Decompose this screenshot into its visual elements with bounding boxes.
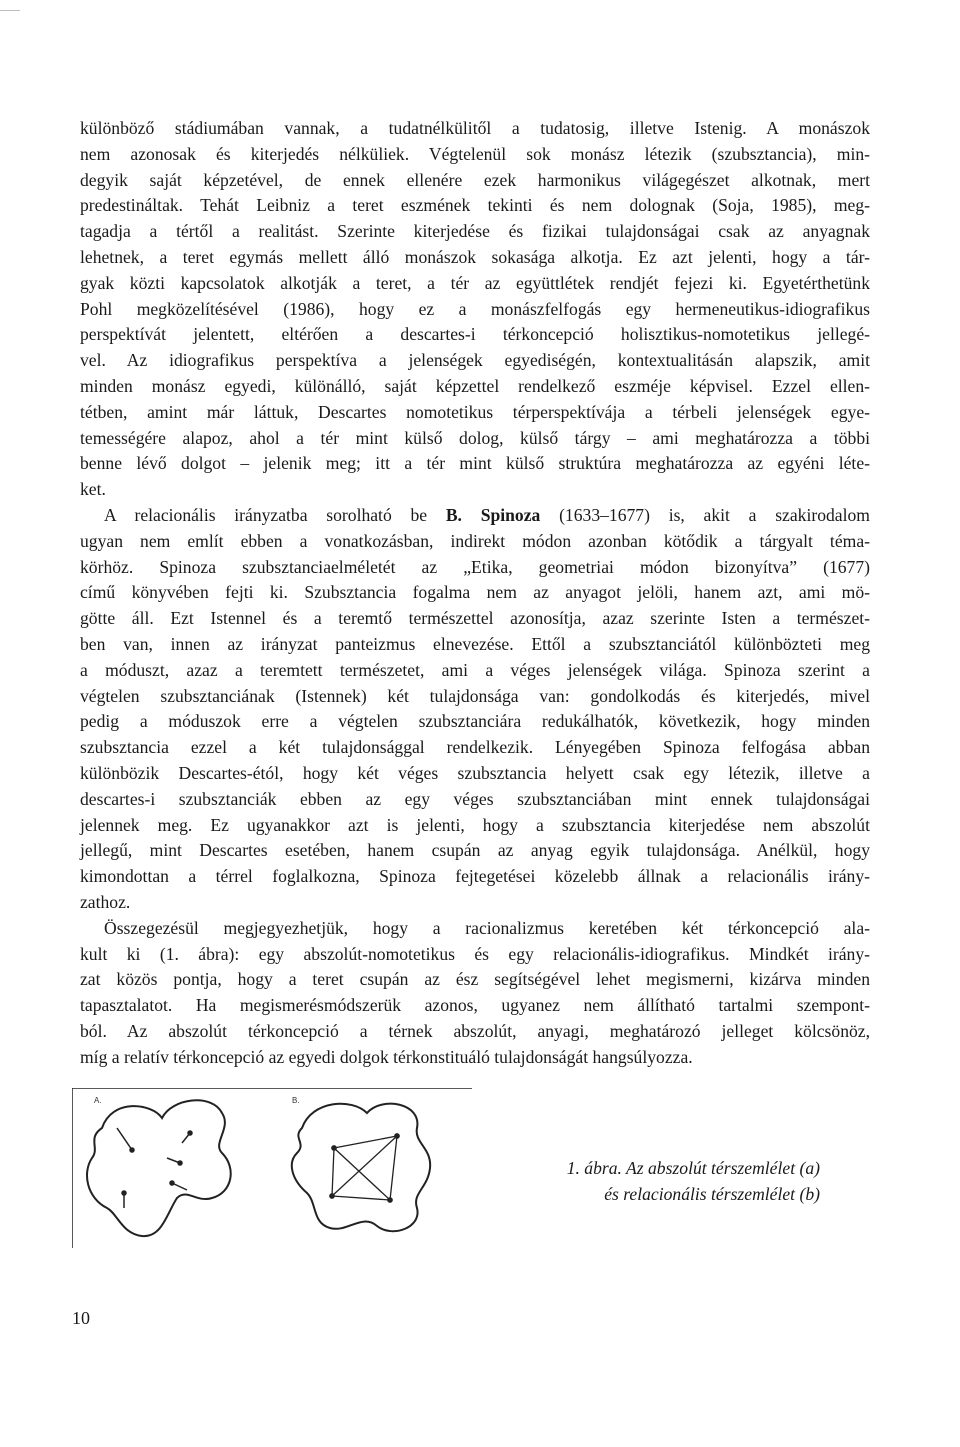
text-line: zat közös pontja, hogy a teret csupán az ész segítségével lehet megismerni, kizárva minden [80,969,870,990]
text-line: ben van, innen az irányzat panteizmus elnevezése. Ettől a szubsztanciától különbözteti meg [80,633,870,654]
figure-label-a: A. [94,1096,102,1105]
p2-intro-text: A relacionális irányzatba sorolható be [104,504,446,525]
text-line: tagadja a tértől a realitást. Szerinte kiterjedése és fizikai tulajdonságai csak az anyagnak [80,221,870,242]
relational-space-outline [292,1104,430,1232]
text-line: Pohl megközelítésével (1986), hogy ez a monászfelfogás egy hermeneutikus-idiografikus [80,298,870,319]
text-line: götte áll. Ezt Istennel és a teremtő természettel azonosítja, azaz szerinte Isten a természet- [80,608,870,629]
text-line: lehetnek, a teret egymás mellett álló monászok sokasága alkotja. Ez azt jelenti, hogy a tár- [80,246,870,267]
text-line: ugyan nem említ ebben a vonatkozásban, indirekt módon azonban kötődik a tárgyalt téma- [80,530,870,551]
text-line: jellegű, mint Descartes esetében, hanem csupán az anyag egyik tulajdonsága. Anélkül, hogy [80,840,870,861]
paragraph-2-first-line [80,503,870,529]
text-line: descartes-i szubsztanciák ebben az egy véges szubsztanciában mint ennek tulajdonságai [80,788,870,809]
caption-line-1: 1. ábra. Az abszolút térszemlélet (a) [566,1158,820,1178]
p2-initial: B. [445,504,462,525]
text-line: tétben, amint már láttuk, Descartes nomotetikus térperspektívája a térbeli jelenségek egye- [80,401,870,422]
paragraph-2 [80,529,870,916]
figure-caption [440,1156,820,1208]
absolute-space-outline [87,1100,231,1236]
text-line: pedig a móduszok erre a végtelen szubsztanciára redukálhatók, következik, hogy minden [80,711,870,732]
text-line: vel. Az idiografikus perspektíva a jelenségek egyediségén, kontextualitásán alapszik, amit [80,350,870,371]
text-line: körhöz. Spinoza szubsztanciaelméletét az „Etika, geometriai módon bizonyítva” (1677) [80,556,870,577]
text-line: a móduszt, azaz a teremtett természetet, ami a véges jelenségek világa. Spinoza szerint a [80,659,870,680]
text-line: kult ki (1. ábra): egy abszolút-nomotetikus és egy relacionális-idiografikus. Mindkét irány- [80,943,870,964]
text-line: zathoz. [80,891,131,912]
text-line: ból. Az abszolút térkoncepció a térnek abszolút, anyagi, meghatározó jelleget kölcsönöz, [80,1020,870,1041]
p2-name: Spinoza [480,504,541,525]
text-line: végtelen szubsztanciának (Istennek) két tulajdonsága van: gondolkodás és kiterjedés, mivel [80,685,870,706]
text-line: Összegezésül megjegyezhetjük, hogy a racionalizmus keretében két térkoncepció ala- [104,917,870,938]
text-line: degyik saját képzetével, de ennek ellenére ezek harmonikus világegészet alkotnak, mert [80,169,870,190]
text-line: benne lévő dolgot – jelenik meg; itt a tér mint külső struktúra meghatározza az egyéni léte- [80,453,870,474]
text-line: temességére alapoz, ahol a tér mint külső dolog, külső tárgy – ami meghatározza a többi [80,427,870,448]
figure-label-b: B. [292,1096,300,1105]
text-line: míg a relatív térkoncepció az egyedi dolgok térkonstituáló tulajdonságát hangsúlyozza. [80,1046,693,1067]
body-text [80,116,870,1070]
text-line: minden monász egyedi, különálló, saját képzettel rendelkező eszméje képvisel. Ezzel ellen- [80,375,870,396]
text-line: predestináltak. Tehát Leibniz a teret eszmének tekinti és nem dolognak (Soja, 1985), meg- [80,195,870,216]
text-line: nem azonosak és kiterjedés nélküliek. Végtelenül sok monász létezik (szubsztancia), min- [80,143,870,164]
text-line: különbözik Descartes-étól, hogy két véges szubsztancia helyett csak egy létezik, illetve a [80,762,870,783]
text-line: gyak közti kapcsolatok alkotják a teret, a tér az együttlétek rendjét fejezi ki. Egyetérthetünk [80,272,870,293]
text-line: ket. [80,479,106,500]
paragraph-3 [80,916,870,1071]
text-line: szubsztancia ezzel a két tulajdonsággal rendelkezik. Lényegében Spinoza felfogása abban [80,737,870,758]
text-line: című könyvében fejti ki. Szubsztancia fogalma nem az anyagot jelöli, hanem azt, ami mö- [80,582,870,603]
text-line: jelennek meg. Ez ugyanakkor azt is jelenti, hogy a szubsztancia kiterjedése nem abszolút [80,814,870,835]
text-line: perspektívát jelentett, eltérően a descartes-i térkoncepció holisztikus-nomotetikus jellegé- [80,324,870,345]
caption-line-2: és relacionális térszemlélet (b) [604,1183,820,1204]
figure-drawing [72,1088,472,1248]
text-line: kimondottan a térrel foglalkozna, Spinoza fejtegetései közelebb állnak a relacionális irány- [80,866,870,887]
text-line: tapasztalatot. Ha megismerésmódszerük azonos, ugyanez nem állítható tartalmi szempont- [80,995,870,1016]
text-line: különböző stádiumában vannak, a tudatnélkülitől a tudatosig, illetve Istenig. A monászok [80,118,870,138]
paragraph-1 [80,116,870,503]
page-number: 10 [72,1308,90,1328]
page-edge-mark [0,10,20,11]
p2-intro-rest: (1633–1677) is, akit a szakirodalom [540,504,870,525]
figure-1 [72,1088,472,1248]
